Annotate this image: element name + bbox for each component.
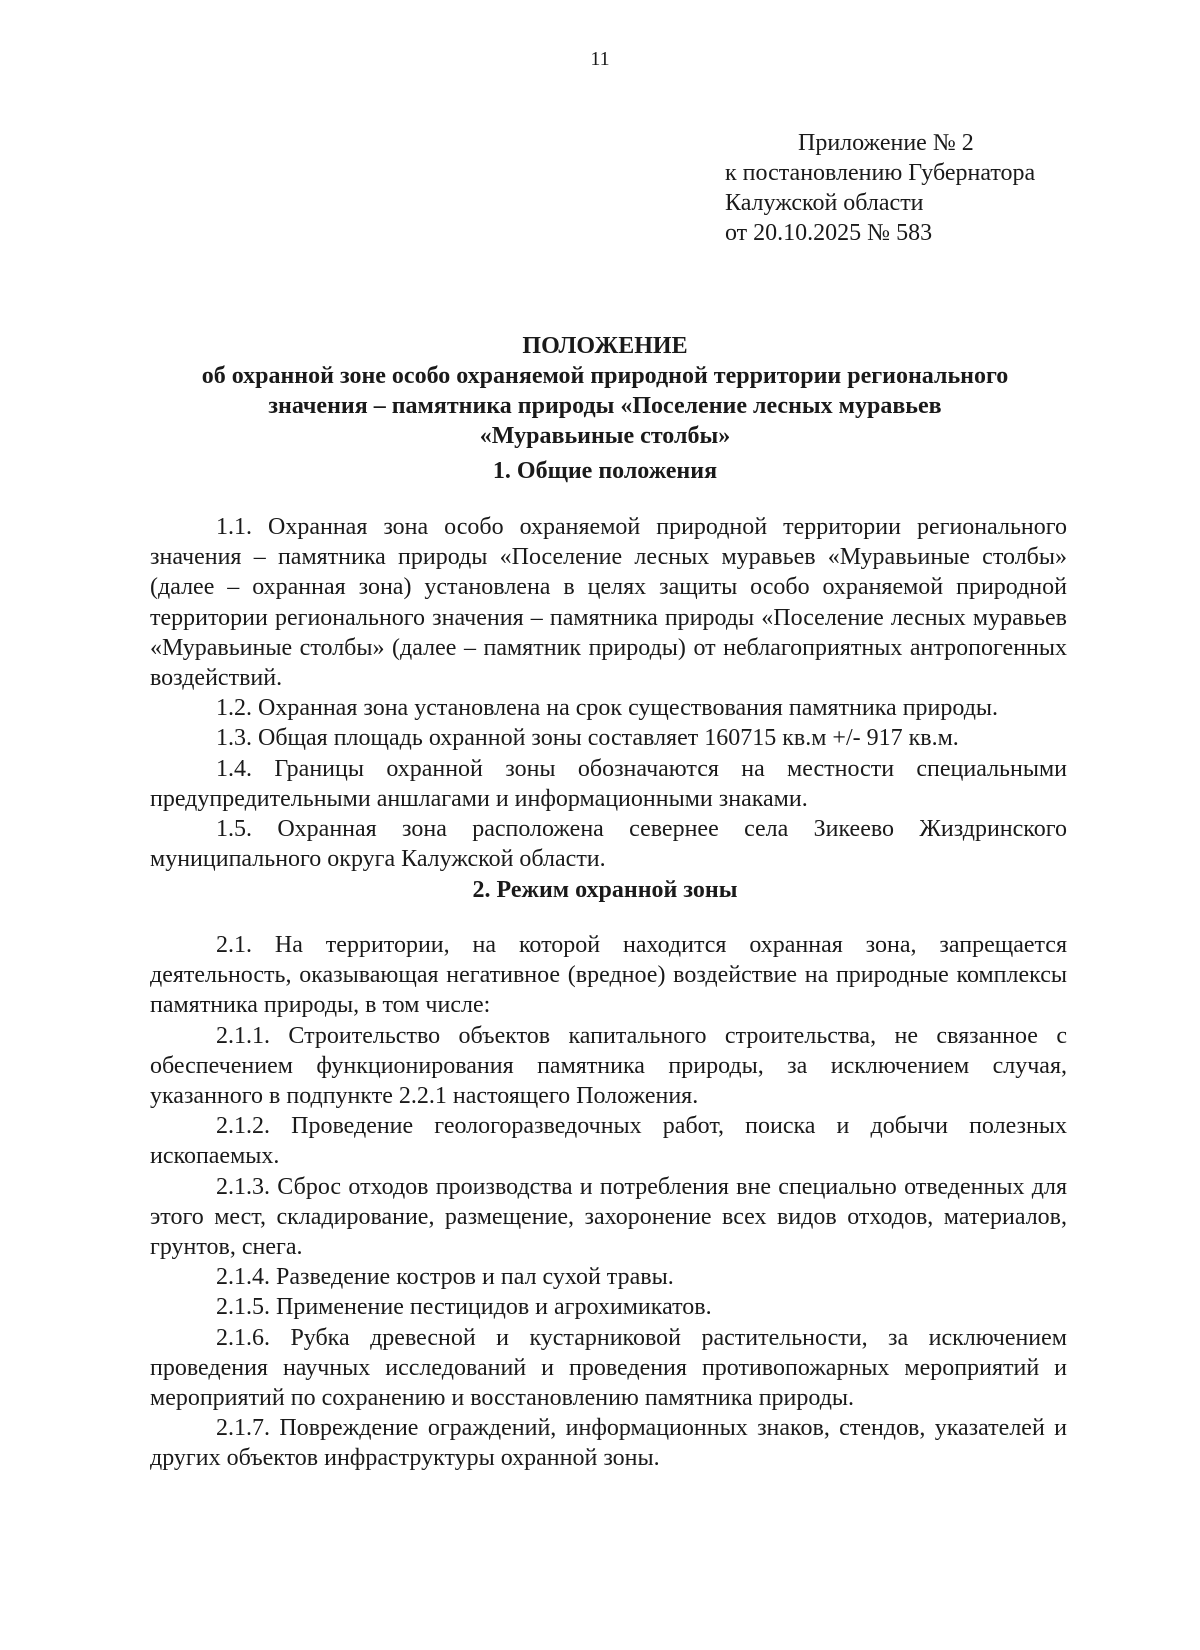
document-title [150, 331, 1060, 451]
paragraph: 2.1. На территории, на которой находится охранная зона, запрещается деятельность, оказывающая негативное (вредное) воздействие на природные комплексы памятника природы, в том числе: [150, 932, 1067, 1019]
paragraph: 2.1.4. Разведение костров и пал сухой травы. [216, 1264, 674, 1291]
section-regime-body [150, 930, 1067, 1474]
appendix-line: Калужской области [725, 190, 924, 216]
paragraph: 2.1.5. Применение пестицидов и агрохимикатов. [216, 1294, 712, 1321]
title-subtitle-line: «Муравьиные столбы» [479, 423, 731, 449]
paragraph: 2.1.6. Рубка древесной и кустарниковой растительности, за исключением проведения научных исследований и проведения противопожарных мероприятий и мероприятий по сохранению и восстановлению памятника природы. [150, 1324, 1067, 1412]
paragraph: 1.1. Охранная зона особо охраняемой природной территории регионального значения – памятника природы «Поселение лесных муравьев «Муравьиные столбы» (далее – охранная зона) установлена в целях защиты особо охраняемой природной территории регионального значения – памятника природы «Поселение лесных муравьев «Муравьиные столбы» (далее – памятник природы) от неблагоприятных антропогенных воздействий. [150, 514, 1067, 692]
paragraph: 2.1.3. Сброс отходов производства и потребления вне специально отведенных для этого мест, складирование, размещение, захоронение всех видов отходов, материалов, грунтов, снега. [150, 1173, 1067, 1261]
section-heading-regime: 2. Режим охранной зоны [472, 877, 738, 903]
paragraph: 2.1.1. Строительство объектов капитального строительства, не связанное с обеспечением функционирования памятника природы, за исключением случая, указанного в подпункте 2.2.1 настоящего Положения. [150, 1022, 1067, 1110]
title-heading: ПОЛОЖЕНИЕ [522, 333, 688, 359]
appendix-line: от 20.10.2025 № 583 [725, 220, 933, 246]
section-heading-general: 1. Общие положения [492, 458, 718, 484]
paragraph: 1.3. Общая площадь охранной зоны составляет 160715 кв.м +/- 917 кв.м. [216, 725, 959, 752]
paragraph: 2.1.2. Проведение геологоразведочных работ, поиска и добычи полезных ископаемых. [150, 1113, 1067, 1170]
appendix-reference [725, 128, 1145, 248]
paragraph: 1.2. Охранная зона установлена на срок существования памятника природы. [216, 695, 999, 722]
title-subtitle-line: значения – памятника природы «Поселение лесных муравьев [268, 393, 942, 419]
paragraph: 2.1.7. Повреждение ограждений, информационных знаков, стендов, указателей и других объектов инфраструктуры охранной зоны. [150, 1415, 1067, 1472]
paragraph: 1.5. Охранная зона расположена севернее села Зикеево Жиздринского муниципального округа Калужской области. [150, 816, 1067, 873]
section-general-body [150, 512, 1067, 874]
title-subtitle-line: об охранной зоне особо охраняемой природной территории регионального [201, 363, 1009, 389]
paragraph: 1.4. Границы охранной зоны обозначаются на местности специальными предупредительными аншлагами и информационными знаками. [150, 755, 1067, 812]
page-number: 11 [590, 48, 610, 70]
appendix-line: Приложение № 2 [798, 130, 974, 156]
appendix-line: к постановлению Губернатора [725, 160, 1036, 186]
